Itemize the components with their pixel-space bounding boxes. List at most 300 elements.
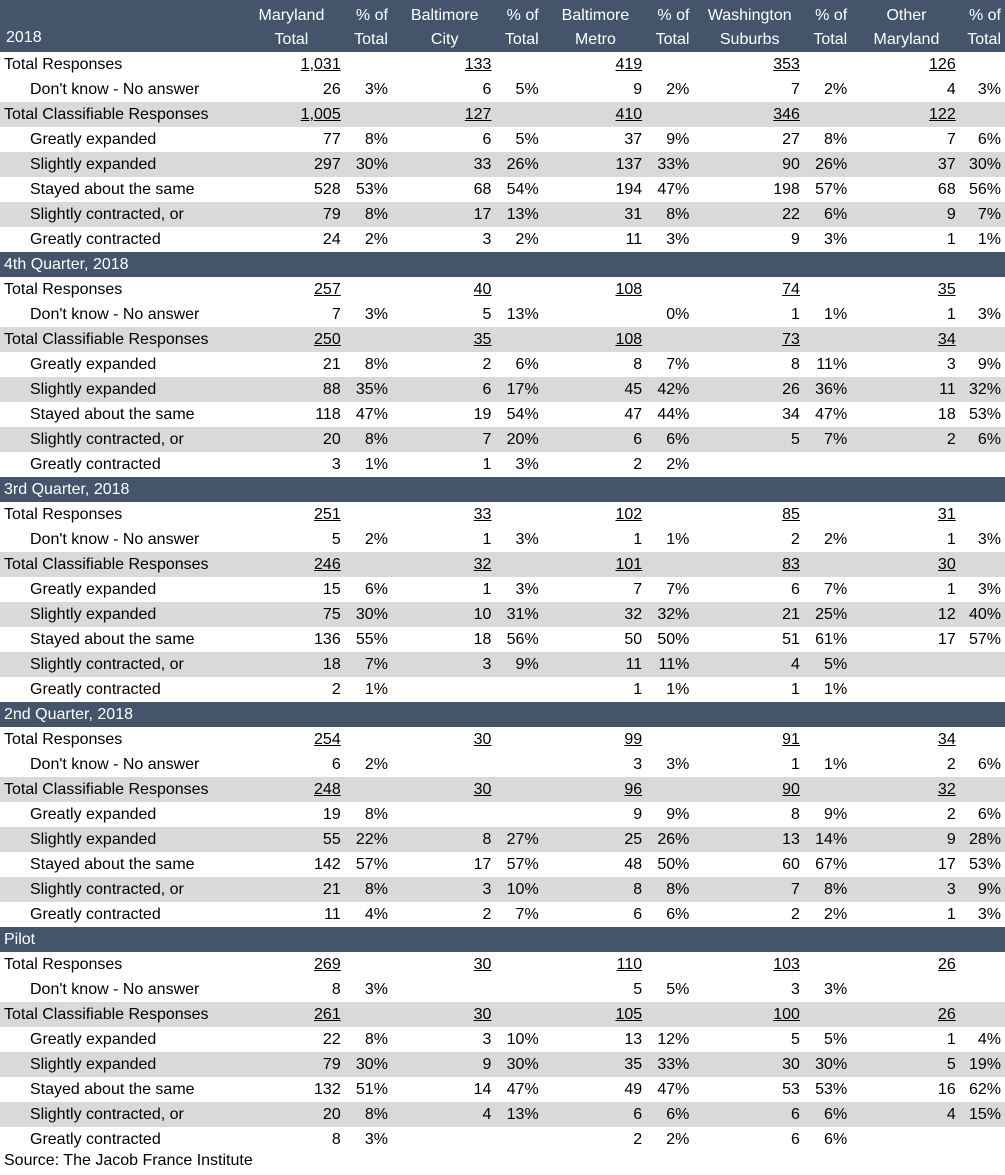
- count-value: 51: [782, 631, 800, 648]
- count-cell: [236, 502, 347, 527]
- pct-cell: [962, 627, 1005, 652]
- pct-value: 3%: [364, 981, 388, 998]
- pct-value: 7%: [364, 656, 388, 673]
- pct-cell: [806, 427, 851, 452]
- count-value: 13: [782, 831, 800, 848]
- pct-cell: [962, 877, 1005, 902]
- count-value: 30: [782, 1056, 800, 1073]
- count-cell: [543, 352, 649, 377]
- count-value: 1: [791, 306, 800, 323]
- count-value: 246: [314, 556, 341, 573]
- count-cell: [851, 202, 962, 227]
- count-cell: [392, 302, 498, 327]
- count-value: 8: [791, 806, 800, 823]
- pct-value: 32%: [657, 606, 690, 623]
- pct-value: 10%: [506, 1031, 539, 1048]
- pct-cell: [806, 302, 851, 327]
- pct-value: 62%: [968, 1081, 1001, 1098]
- count-value: 136: [314, 631, 341, 648]
- count-value: 9: [482, 1056, 492, 1073]
- pct-cell: [347, 102, 392, 127]
- count-value: 1,005: [300, 106, 341, 123]
- count-value: 2: [482, 906, 492, 923]
- pct-cell: [648, 802, 693, 827]
- header-col-baltimore-city-pct: % of Total: [497, 0, 542, 52]
- count-cell: [236, 877, 347, 902]
- count-cell: [851, 377, 962, 402]
- pct-cell: [347, 452, 392, 477]
- pct-cell: [806, 1002, 851, 1027]
- table-row: [0, 152, 1005, 177]
- pct-value: 1%: [666, 681, 690, 698]
- table-row: [0, 952, 1005, 977]
- pct-value: 6%: [824, 1106, 848, 1123]
- count-value: 6: [633, 906, 643, 923]
- count-cell: [543, 102, 649, 127]
- count-value: 21: [322, 881, 341, 898]
- pct-value: 4%: [364, 906, 388, 923]
- pct-value: 2%: [824, 906, 848, 923]
- count-cell: [851, 102, 962, 127]
- pct-cell: [347, 277, 392, 302]
- pct-cell: [962, 1052, 1005, 1077]
- count-value: 99: [624, 731, 643, 748]
- pct-cell: [648, 1102, 693, 1127]
- count-value: 26: [937, 1006, 956, 1023]
- pct-cell: [648, 652, 693, 677]
- count-cell: [236, 1102, 347, 1127]
- count-value: 10: [473, 606, 492, 623]
- pct-cell: [648, 727, 693, 752]
- pct-value: 31%: [506, 606, 539, 623]
- section-header-row: [0, 252, 1005, 277]
- pct-cell: [497, 652, 542, 677]
- count-cell: [851, 727, 962, 752]
- pct-cell: [962, 377, 1005, 402]
- count-value: 257: [314, 281, 341, 298]
- pct-cell: [497, 352, 542, 377]
- count-cell: [693, 1102, 806, 1127]
- pct-cell: [347, 427, 392, 452]
- row-label: Slightly contracted, or: [0, 877, 236, 902]
- count-value: 21: [782, 606, 800, 623]
- header-col-baltimore-metro-pct: % of Total: [648, 0, 693, 52]
- row-label: Don't know - No answer: [30, 531, 200, 548]
- count-value: 1: [946, 906, 956, 923]
- count-cell: [392, 577, 498, 602]
- count-cell: [851, 177, 962, 202]
- count-value: 261: [314, 1006, 341, 1023]
- count-value: 2: [331, 681, 341, 698]
- pct-cell: [497, 52, 542, 77]
- pct-value: 1%: [824, 306, 848, 323]
- pct-cell: [497, 127, 542, 152]
- pct-value: 25%: [815, 606, 848, 623]
- pct-cell: [806, 902, 851, 927]
- count-value: 75: [322, 606, 341, 623]
- count-value: 5: [946, 1056, 956, 1073]
- count-value: 79: [322, 206, 341, 223]
- count-cell: [543, 727, 649, 752]
- row-label: Total Classifiable Responses: [0, 327, 236, 352]
- pct-value: 26%: [657, 831, 690, 848]
- row-label: Total Responses: [4, 731, 123, 748]
- pct-cell: [806, 152, 851, 177]
- pct-value: 2%: [666, 456, 690, 473]
- row-label: Greatly expanded: [30, 1031, 157, 1048]
- count-cell: [392, 1127, 498, 1152]
- pct-value: 7%: [666, 356, 690, 373]
- pct-cell: [806, 1027, 851, 1052]
- count-cell: [392, 77, 498, 102]
- count-value: 26: [322, 81, 341, 98]
- pct-value: 47%: [657, 181, 690, 198]
- count-cell: [543, 527, 649, 552]
- table-row: [0, 577, 1005, 602]
- pct-cell: [648, 402, 693, 427]
- count-cell: [693, 752, 806, 777]
- count-cell: [543, 1027, 649, 1052]
- pct-value: 51%: [355, 1081, 388, 1098]
- pct-cell: [806, 1127, 851, 1152]
- count-cell: [236, 102, 347, 127]
- count-value: 346: [773, 106, 800, 123]
- pct-cell: [962, 427, 1005, 452]
- count-value: 3: [946, 356, 956, 373]
- pct-cell: [497, 752, 542, 777]
- pct-cell: [497, 102, 542, 127]
- pct-value: 6%: [977, 131, 1001, 148]
- count-value: 8: [791, 356, 800, 373]
- count-value: 528: [314, 181, 341, 198]
- count-value: 31: [624, 206, 643, 223]
- count-value: 248: [314, 781, 341, 798]
- count-cell: [236, 852, 347, 877]
- count-cell: [693, 1027, 806, 1052]
- pct-cell: [497, 902, 542, 927]
- pct-cell: [347, 1077, 392, 1102]
- count-value: 12: [937, 606, 956, 623]
- count-cell: [851, 152, 962, 177]
- row-label: Greatly contracted: [30, 681, 161, 698]
- pct-cell: [497, 527, 542, 552]
- count-cell: [693, 427, 806, 452]
- count-cell: [236, 1077, 347, 1102]
- row-label: Total Classifiable Responses: [0, 102, 236, 127]
- pct-value: 8%: [364, 131, 388, 148]
- pct-value: 4%: [977, 1031, 1001, 1048]
- count-cell: [236, 1002, 347, 1027]
- count-cell: [543, 427, 649, 452]
- count-cell: [392, 127, 498, 152]
- count-cell: [693, 827, 806, 852]
- count-cell: [392, 802, 498, 827]
- count-cell: [851, 1127, 962, 1152]
- count-value: 11: [324, 906, 341, 923]
- count-cell: [543, 1052, 649, 1077]
- pct-cell: [806, 952, 851, 977]
- pct-value: 26%: [815, 156, 848, 173]
- count-cell: [693, 77, 806, 102]
- pct-value: 44%: [657, 406, 690, 423]
- pct-cell: [497, 502, 542, 527]
- count-cell: [543, 327, 649, 352]
- pct-value: 3%: [824, 981, 848, 998]
- count-cell: [543, 1127, 649, 1152]
- count-value: 30: [473, 1006, 492, 1023]
- pct-cell: [962, 452, 1005, 477]
- pct-cell: [962, 402, 1005, 427]
- count-cell: [392, 552, 498, 577]
- pct-cell: [648, 327, 693, 352]
- count-value: 33: [473, 506, 492, 523]
- count-cell: [392, 777, 498, 802]
- count-value: 8: [482, 831, 492, 848]
- pct-cell: [347, 752, 392, 777]
- table-row: [0, 877, 1005, 902]
- count-cell: [236, 777, 347, 802]
- pct-value: 6%: [824, 1131, 848, 1148]
- count-cell: [543, 1002, 649, 1027]
- pct-value: 6%: [824, 206, 848, 223]
- pct-cell: [806, 402, 851, 427]
- pct-cell: [648, 377, 693, 402]
- count-value: 35: [473, 331, 492, 348]
- row-label: Stayed about the same: [30, 406, 195, 423]
- count-cell: [543, 452, 649, 477]
- pct-cell: [347, 952, 392, 977]
- count-value: 20: [322, 1106, 341, 1123]
- count-cell: [236, 1027, 347, 1052]
- pct-cell: [648, 452, 693, 477]
- row-label: Greatly expanded: [30, 806, 157, 823]
- count-cell: [543, 577, 649, 602]
- count-cell: [392, 652, 498, 677]
- count-value: 1: [946, 581, 956, 598]
- table-row: [0, 227, 1005, 252]
- count-cell: [851, 452, 962, 477]
- pct-value: 40%: [968, 606, 1001, 623]
- count-cell: [693, 802, 806, 827]
- pct-cell: [962, 577, 1005, 602]
- count-cell: [236, 1052, 347, 1077]
- count-cell: [392, 1002, 498, 1027]
- header-row: [0, 0, 1005, 52]
- count-cell: [392, 952, 498, 977]
- count-cell: [543, 652, 649, 677]
- row-label: Don't know - No answer: [30, 981, 200, 998]
- pct-value: 2%: [666, 1131, 690, 1148]
- pct-cell: [806, 202, 851, 227]
- count-cell: [543, 502, 649, 527]
- count-value: 26: [937, 956, 956, 973]
- pct-cell: [648, 302, 693, 327]
- pct-cell: [347, 1052, 392, 1077]
- pct-cell: [347, 652, 392, 677]
- count-value: 2: [633, 456, 643, 473]
- pct-cell: [347, 677, 392, 702]
- pct-value: 47%: [355, 406, 388, 423]
- count-value: 6: [482, 131, 492, 148]
- count-value: 2: [791, 531, 800, 548]
- pct-value: 12%: [657, 1031, 690, 1048]
- count-cell: [693, 202, 806, 227]
- table-row: [0, 802, 1005, 827]
- pct-value: 30%: [355, 156, 388, 173]
- pct-cell: [806, 227, 851, 252]
- count-value: 25: [624, 831, 643, 848]
- section-title: 3rd Quarter, 2018: [0, 477, 1005, 502]
- pct-cell: [347, 602, 392, 627]
- row-label: Total Responses: [4, 56, 123, 73]
- row-label: Slightly contracted, or: [0, 427, 236, 452]
- count-value: 5: [633, 981, 643, 998]
- table-row: [0, 277, 1005, 302]
- pct-value: 2%: [666, 81, 690, 98]
- pct-cell: [497, 277, 542, 302]
- pct-cell: [962, 977, 1005, 1002]
- count-value: 19: [322, 806, 341, 823]
- pct-cell: [648, 952, 693, 977]
- pct-cell: [347, 327, 392, 352]
- count-value: 79: [322, 1056, 341, 1073]
- pct-value: 3%: [515, 581, 539, 598]
- pct-cell: [497, 827, 542, 852]
- table-row: [0, 402, 1005, 427]
- count-value: 17: [937, 631, 956, 648]
- count-value: 34: [937, 331, 956, 348]
- pct-value: 3%: [666, 231, 690, 248]
- count-value: 14: [473, 1081, 492, 1098]
- pct-cell: [497, 377, 542, 402]
- table-row: [0, 902, 1005, 927]
- pct-value: 1%: [364, 456, 388, 473]
- table-row: [0, 602, 1005, 627]
- count-cell: [693, 1002, 806, 1027]
- count-value: 18: [322, 656, 341, 673]
- pct-value: 5%: [515, 131, 539, 148]
- count-cell: [236, 1127, 347, 1152]
- count-cell: [851, 1027, 962, 1052]
- count-value: 110: [616, 956, 643, 973]
- count-value: 31: [937, 506, 956, 523]
- table-row: [0, 1102, 1005, 1127]
- count-value: 11: [939, 381, 956, 398]
- row-label: Greatly expanded: [30, 131, 157, 148]
- pct-cell: [962, 802, 1005, 827]
- pct-value: 3%: [977, 531, 1001, 548]
- pct-cell: [347, 1027, 392, 1052]
- pct-value: 13%: [506, 306, 539, 323]
- count-cell: [392, 752, 498, 777]
- count-cell: [851, 977, 962, 1002]
- pct-value: 36%: [815, 381, 848, 398]
- pct-cell: [962, 152, 1005, 177]
- count-cell: [543, 52, 649, 77]
- count-value: 5: [791, 1031, 800, 1048]
- pct-cell: [962, 602, 1005, 627]
- count-cell: [693, 877, 806, 902]
- source-note: Source: The Jacob France Institute: [4, 1152, 253, 1169]
- count-cell: [236, 652, 347, 677]
- row-label: Greatly expanded: [30, 581, 157, 598]
- pct-value: 3%: [364, 306, 388, 323]
- count-value: 1: [946, 231, 956, 248]
- count-value: 4: [791, 656, 800, 673]
- header-col-other-maryland: Other Maryland: [851, 0, 962, 52]
- pct-value: 22%: [355, 831, 388, 848]
- pct-value: 57%: [815, 181, 848, 198]
- pct-cell: [347, 1127, 392, 1152]
- table-row: [0, 1052, 1005, 1077]
- count-value: 8: [331, 981, 341, 998]
- count-cell: [236, 152, 347, 177]
- count-cell: [392, 602, 498, 627]
- count-value: 102: [615, 506, 643, 523]
- pct-value: 1%: [824, 756, 848, 773]
- pct-cell: [806, 502, 851, 527]
- count-value: 74: [782, 281, 800, 298]
- count-cell: [851, 877, 962, 902]
- table-row: [0, 827, 1005, 852]
- count-value: 3: [633, 756, 643, 773]
- pct-cell: [497, 302, 542, 327]
- pct-value: 19%: [968, 1056, 1001, 1073]
- pct-value: 8%: [666, 881, 690, 898]
- pct-cell: [648, 202, 693, 227]
- pct-cell: [347, 352, 392, 377]
- pct-cell: [962, 52, 1005, 77]
- pct-cell: [648, 752, 693, 777]
- count-cell: [543, 152, 649, 177]
- pct-cell: [347, 777, 392, 802]
- pct-value: 8%: [364, 881, 388, 898]
- pct-value: 2%: [515, 231, 539, 248]
- pct-cell: [806, 527, 851, 552]
- pct-cell: [806, 352, 851, 377]
- count-value: 48: [624, 856, 643, 873]
- table-row: [0, 127, 1005, 152]
- count-value: 3: [482, 656, 492, 673]
- row-label: Total Responses: [4, 281, 123, 298]
- pct-cell: [806, 327, 851, 352]
- pct-cell: [648, 577, 693, 602]
- pct-cell: [962, 77, 1005, 102]
- count-cell: [693, 377, 806, 402]
- count-value: 26: [782, 381, 800, 398]
- pct-cell: [806, 852, 851, 877]
- row-label: Total Responses: [4, 506, 123, 523]
- count-value: 2: [946, 431, 956, 448]
- pct-cell: [497, 727, 542, 752]
- pct-cell: [648, 52, 693, 77]
- section-title: 2nd Quarter, 2018: [0, 702, 1005, 727]
- count-value: 2: [791, 906, 800, 923]
- pct-cell: [497, 227, 542, 252]
- count-cell: [543, 377, 649, 402]
- pct-value: 42%: [657, 381, 690, 398]
- pct-cell: [806, 752, 851, 777]
- count-cell: [392, 1052, 498, 1077]
- pct-cell: [806, 1052, 851, 1077]
- count-value: 45: [624, 381, 643, 398]
- pct-value: 3%: [977, 581, 1001, 598]
- count-value: 1: [946, 1031, 956, 1048]
- count-cell: [392, 427, 498, 452]
- pct-value: 53%: [968, 406, 1001, 423]
- count-value: 3: [791, 981, 800, 998]
- pct-cell: [648, 977, 693, 1002]
